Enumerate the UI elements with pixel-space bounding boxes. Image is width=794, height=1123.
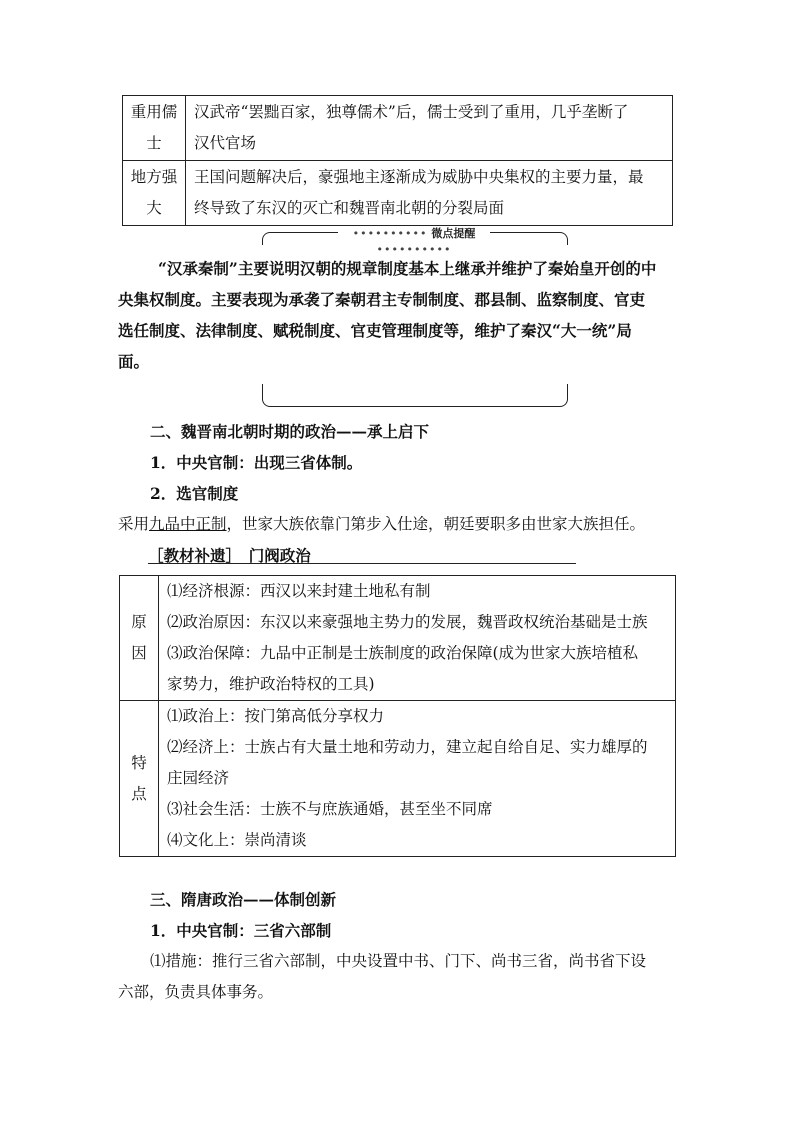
key-char: 因: [131, 644, 147, 662]
menfa-politics-table: [119, 575, 676, 857]
key-char: 原: [131, 613, 147, 631]
table-value-cell: 汉武帝“罢黜百家，独尊儒术”后，儒士受到了重用，几乎垄断了 汉代官场: [186, 96, 673, 161]
section-item: 1．中央官制：三省六部制: [150, 921, 332, 940]
underlined-term: 九品中正制: [149, 515, 227, 533]
vertical-key: [121, 748, 157, 810]
han-policy-table: [122, 95, 673, 226]
supplement-heading: ［教材补遗］ 门阀政治: [148, 546, 311, 565]
section-paragraph: 采用九品中正制，世家大族依靠门第步入仕途，朝廷要职多由世家大族担任。: [118, 515, 646, 533]
vertical-key: [121, 607, 157, 669]
section-paragraph: 六部，负责具体事务。: [118, 983, 274, 1001]
table-key-cell: [120, 576, 159, 701]
section-item: 1．中央官制：出现三省体制。: [150, 453, 363, 472]
table-key-cell: 重用儒 士: [123, 96, 186, 161]
section-heading: 二、魏晋南北朝时期的政治——承上启下: [150, 422, 430, 441]
table-value-cell: 王国问题解决后，豪强地主逐渐成为威胁中央集权的主要力量，最 终导致了东汉的灭亡和魏晋南北朝的分裂局面: [186, 161, 673, 226]
tip-box-bottom-frame: [262, 384, 568, 407]
table-value-cell: ⑴政治上：按门第高低分享权力 ⑵经济上：士族占有大量土地和劳动力，建立起自给自足、实力雄厚的 庄园经济 ⑶社会生活：士族不与庶族通婚，甚至坐不同席 ⑷文化上：崇尚清谈: [159, 701, 676, 857]
table-row: [123, 96, 673, 161]
tip-label: •••••••••• 微点提醒 ••••••••••: [338, 226, 490, 242]
section-item: 2．选官制度: [150, 484, 239, 503]
table-value-cell: ⑴经济根源：西汉以来封建土地私有制 ⑵政治原因：东汉以来豪强地主势力的发展，魏晋政权统治基础是士族 ⑶政治保障：九品中正制是士族制度的政治保障(成为世家大族培植私 家势力，维护政治特权的工具): [159, 576, 676, 701]
dots-decoration-left: ••••••••••: [352, 227, 428, 240]
table-key-cell: 地方强 大: [123, 161, 186, 226]
table-row: [120, 576, 676, 701]
section-heading: 三、隋唐政治——体制创新: [150, 890, 337, 909]
supplement-underline: [148, 563, 576, 564]
key-char: 特: [131, 753, 147, 772]
section-paragraph: ⑴措施：推行三省六部制，中央设置中书、门下、尚书三省，尚书省下设: [150, 952, 647, 970]
table-key-cell: [120, 701, 159, 857]
dots-decoration-right: ••••••••••: [376, 243, 452, 256]
table-row: [120, 701, 676, 857]
key-char: 点: [131, 784, 147, 803]
table-row: [123, 161, 673, 226]
